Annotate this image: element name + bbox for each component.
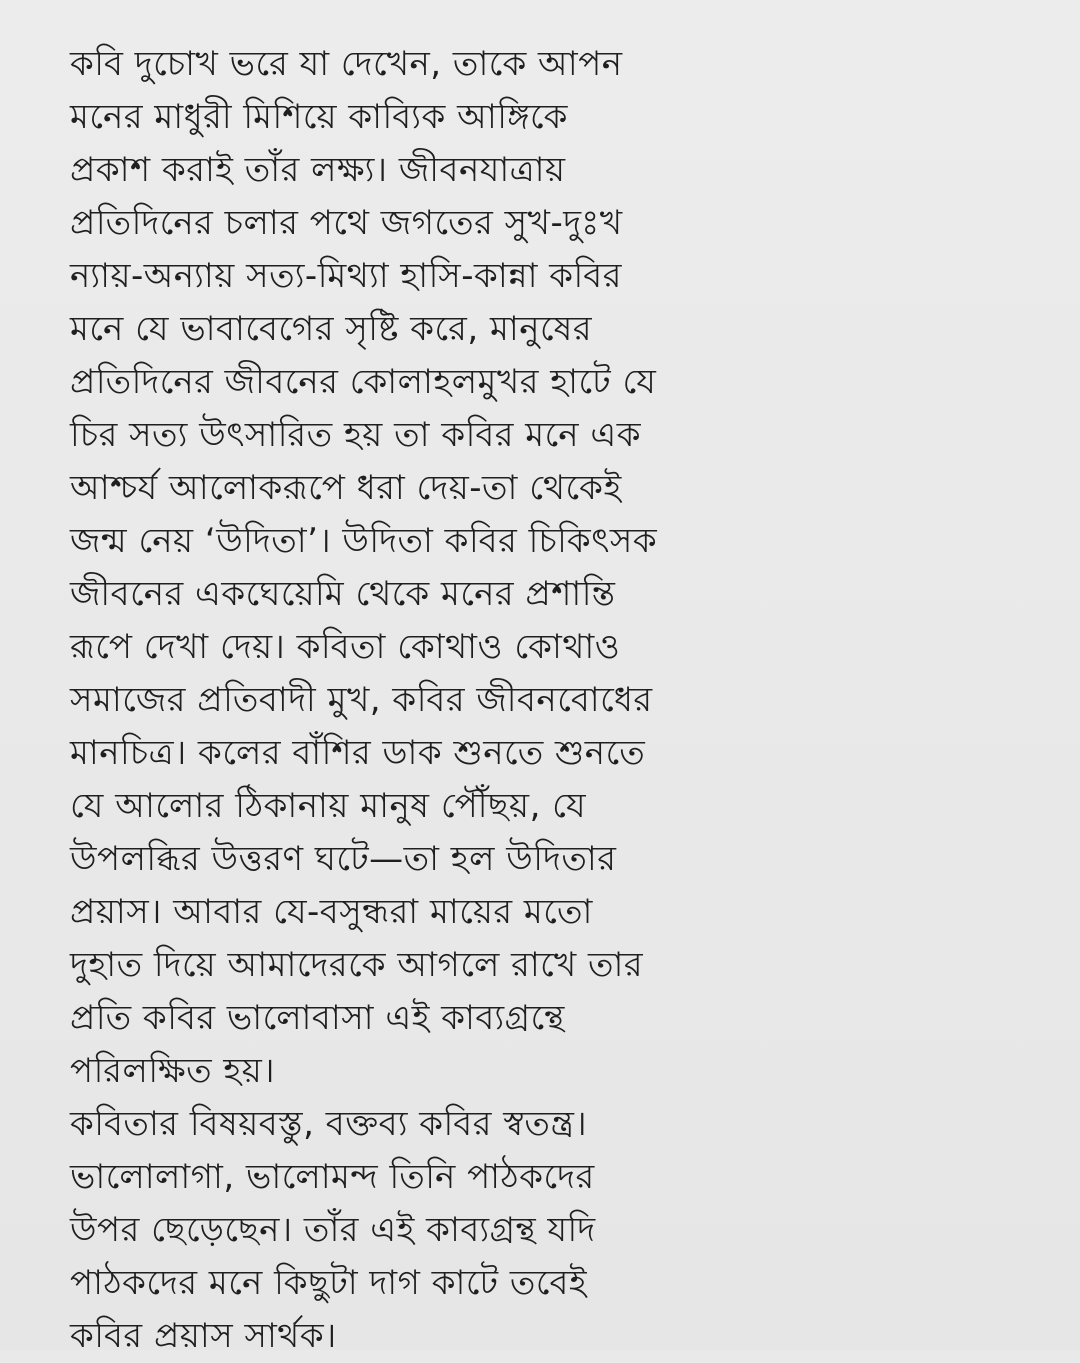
paragraph-line: দুহাত দিয়ে আমাদেরকে আগলে রাখে তার	[70, 945, 644, 985]
paragraph-1	[70, 38, 1040, 1098]
paragraph-line: জীবনের একঘেয়েমি থেকে মনের প্রশান্তি	[70, 574, 616, 614]
paragraph-line: উপলব্ধির উত্তরণ ঘটে—তা হল উদিতার	[70, 839, 617, 879]
paragraph-line: পাঠকদের মনে কিছুটা দাগ কাটে তবেই	[70, 1263, 588, 1303]
paragraph-line: মনে যে ভাবাবেগের সৃষ্টি করে, মানুষের	[70, 309, 593, 349]
paragraph-line: মনের মাধুরী মিশিয়ে কাব্যিক আঙ্গিকে	[70, 97, 568, 137]
paragraph-line: প্রকাশ করাই তাঁর লক্ষ্য। জীবনযাত্রায়	[70, 150, 566, 190]
paragraph-line: চির সত্য উৎসারিত হয় তা কবির মনে এক	[70, 415, 642, 455]
paragraph-line: মানচিত্র। কলের বাঁশির ডাক শুনতে শুনতে	[70, 733, 646, 773]
paragraph-line: কবি দুচোখ ভরে যা দেখেন, তাকে আপন	[70, 44, 623, 84]
paragraph-line: ন্যায়-অন্যায় সত্য-মিথ্যা হাসি-কান্না কবির	[70, 256, 622, 296]
paragraph-line: কবিতার বিষয়বস্তু, বক্তব্য কবির স্বতন্ত্র।	[70, 1104, 588, 1144]
paragraph-line: ভালোলাগা, ভালোমন্দ তিনি পাঠকদের	[70, 1157, 595, 1197]
paragraph-line: প্রতি কবির ভালোবাসা এই কাব্যগ্রন্থে	[70, 998, 565, 1038]
paragraph-line: সমাজের প্রতিবাদী মুখ, কবির জীবনবোধের	[70, 680, 653, 720]
paragraph-line: যে আলোর ঠিকানায় মানুষ পৌঁছয়, যে	[70, 786, 587, 826]
paragraph-line: প্রতিদিনের জীবনের কোলাহলমুখর হাটে যে	[70, 362, 657, 402]
paragraph-line: আশ্চর্য আলোকরূপে ধরা দেয়-তা থেকেই	[70, 468, 622, 508]
paragraph-line: পরিলক্ষিত হয়।	[70, 1051, 275, 1091]
paragraph-line: প্রতিদিনের চলার পথে জগতের সুখ-দুঃখ	[70, 203, 623, 243]
text-block	[70, 38, 1040, 1363]
paragraph-line: কবির প্রয়াস সার্থক।	[70, 1316, 337, 1356]
paragraph-line: উপর ছেড়েছেন। তাঁর এই কাব্যগ্রন্থ যদি	[70, 1210, 596, 1250]
paragraph-line: প্রয়াস। আবার যে-বসুন্ধরা মায়ের মতো	[70, 892, 593, 932]
paragraph-line: জন্ম নেয় ‘উদিতা’। উদিতা কবির চিকিৎসক	[70, 521, 658, 561]
paragraph-line: রূপে দেখা দেয়। কবিতা কোথাও কোথাও	[70, 627, 621, 667]
paragraph-2	[70, 1098, 1040, 1363]
